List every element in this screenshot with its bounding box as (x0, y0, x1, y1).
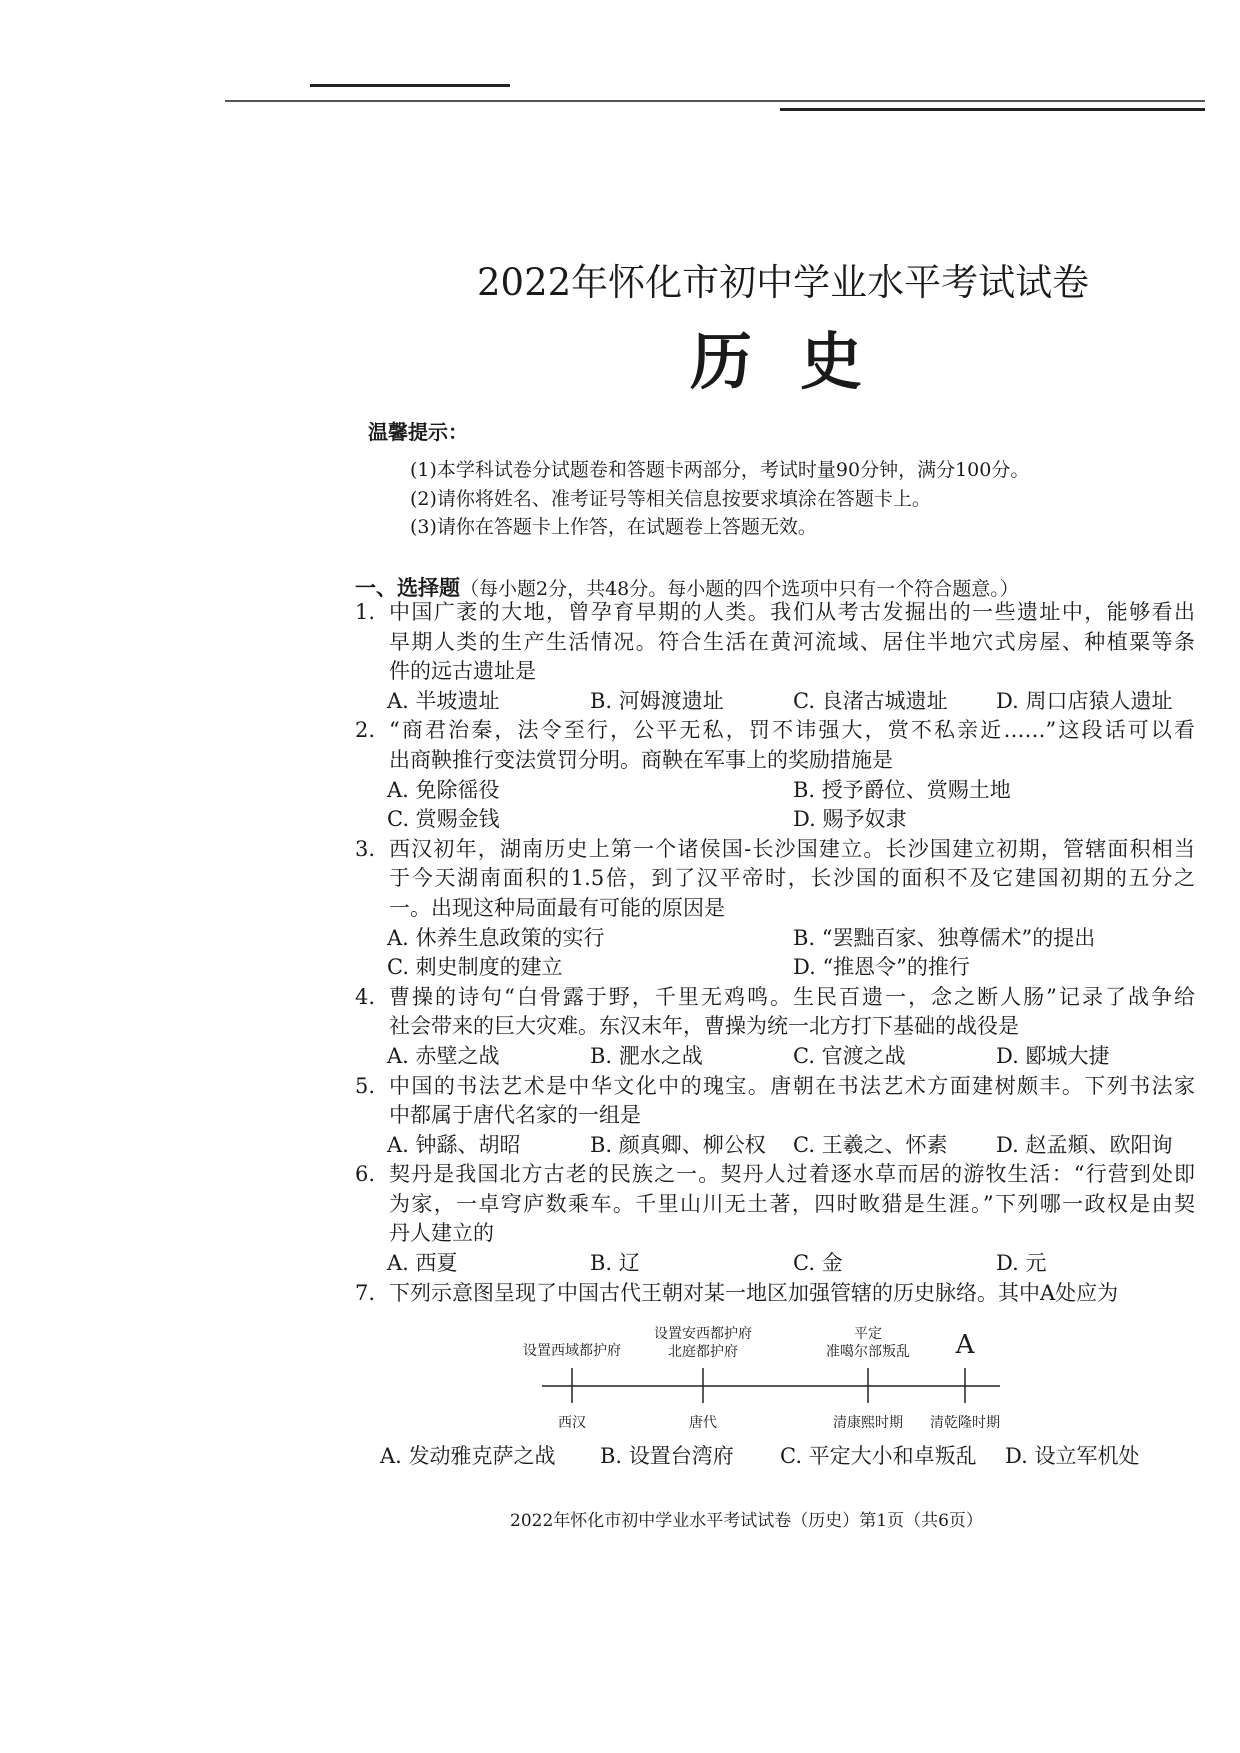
option[interactable]: D. 周口店猿人遗址 (996, 688, 1173, 713)
question-number: 7. (355, 1280, 376, 1305)
timeline-event-label: 准噶尔部叛乱 (826, 1344, 910, 1360)
subject-title: 历史 (690, 325, 911, 398)
tip-item: (3)请你在答题卡上作答，在试题卷上答题无效。 (410, 516, 817, 538)
tip-item: (2)请你将姓名、准考证号等相关信息按要求填涂在答题卡上。 (410, 488, 931, 510)
option[interactable]: C. 平定大小和卓叛乱 (780, 1444, 977, 1468)
option[interactable]: B. 颜真卿、柳公权 (590, 1132, 766, 1157)
question-number: 6. (355, 1162, 376, 1187)
option[interactable]: A. 钟繇、胡昭 (387, 1132, 521, 1157)
question-text: 件的远古遗址是 (389, 659, 536, 684)
question-text: 早期人类的生产生活情况。符合生活在黄河流域、居住半地穴式房屋、种植粟等条 (389, 629, 1195, 654)
question-text: 契丹是我国北方古老的民族之一。契丹人过着逐水草而居的游牧生活：“行营到处即 (389, 1162, 1195, 1187)
option[interactable]: C. 刺史制度的建立 (387, 955, 563, 980)
option[interactable]: C. 金 (793, 1251, 843, 1276)
timeline-period-label: 清乾隆时期 (930, 1415, 1000, 1431)
timeline-period-label: 唐代 (689, 1415, 717, 1431)
exam-title: 2022年怀化市初中学业水平考试试卷 (477, 261, 1090, 304)
option[interactable]: A. 休养生息政策的实行 (387, 925, 605, 950)
option[interactable]: A. 赤壁之战 (387, 1043, 500, 1068)
question-text: 一。出现这种局面最有可能的原因是 (389, 895, 725, 920)
option[interactable]: D. “推恩令”的推行 (793, 955, 970, 980)
option[interactable]: A. 免除徭役 (387, 777, 500, 802)
timeline-unknown-marker: A (955, 1330, 975, 1360)
timeline-event-label: 设置西域都护府 (523, 1343, 621, 1359)
option[interactable]: D. 郾城大捷 (996, 1043, 1110, 1068)
option[interactable]: A. 西夏 (387, 1251, 458, 1276)
option[interactable]: B. 淝水之战 (590, 1043, 703, 1068)
option[interactable]: B. 授予爵位、赏赐土地 (793, 777, 1011, 802)
question-number: 2. (355, 718, 376, 743)
timeline-period-label: 西汉 (558, 1415, 586, 1431)
option[interactable]: D. 元 (996, 1251, 1047, 1276)
option[interactable]: B. 设置台湾府 (600, 1444, 734, 1468)
option[interactable]: B. 辽 (590, 1251, 640, 1276)
timeline-event-label: 平定 (854, 1326, 882, 1342)
option[interactable]: B. “罢黜百家、独尊儒术”的提出 (793, 925, 1096, 950)
timeline-event-label: 北庭都护府 (668, 1344, 738, 1360)
option[interactable]: B. 河姆渡遗址 (590, 688, 724, 713)
question-text: 曹操的诗句“白骨露于野，千里无鸡鸣。生民百遗一，念之断人肠”记录了战争给 (389, 984, 1195, 1009)
option[interactable]: D. 赵孟頫、欧阳询 (996, 1132, 1173, 1157)
option[interactable]: C. 赏赐金钱 (387, 807, 500, 832)
timeline-period-label: 清康熙时期 (833, 1415, 903, 1431)
question-text: 丹人建立的 (389, 1221, 494, 1246)
question-text: “商君治秦，法令至行，公平无私，罚不讳强大，赏不私亲近……”这段话可以看 (389, 718, 1195, 743)
question-text: 下列示意图呈现了中国古代王朝对某一地区加强管辖的历史脉络。其中A处应为 (389, 1280, 1119, 1305)
option[interactable]: D. 设立军机处 (1005, 1444, 1140, 1468)
question-text: 中国的书法艺术是中华文化中的瑰宝。唐朝在书法艺术方面建树颇丰。下列书法家 (389, 1073, 1195, 1098)
option[interactable]: C. 官渡之战 (793, 1043, 906, 1068)
question-number: 1. (355, 600, 376, 624)
question-number: 3. (355, 836, 376, 861)
section-title: 一、选择题 (355, 576, 460, 600)
tip-item: (1)本学科试卷分试题卷和答题卡两部分，考试时量90分钟，满分100分。 (410, 459, 1030, 481)
tips-heading: 温馨提示： (368, 420, 468, 444)
q7-options (380, 1440, 1139, 1470)
page-footer: 2022年怀化市初中学业水平考试试卷（历史）第1页（共6页） (510, 1511, 983, 1531)
option[interactable]: A. 发动雅克萨之战 (380, 1444, 556, 1468)
question-text: 于今天湖南面积的1.5倍，到了汉平帝时，长沙国的面积不及它建国初期的五分之 (389, 866, 1195, 891)
question-number: 4. (355, 984, 376, 1009)
question-text: 社会带来的巨大灾难。东汉末年，曹操为统一北方打下基础的战役是 (389, 1014, 1019, 1039)
option[interactable]: C. 王羲之、怀素 (793, 1132, 948, 1157)
timeline-event-label: 设置安西都护府 (654, 1326, 752, 1342)
question-text: 西汉初年，湖南历史上第一个诸侯国-长沙国建立。长沙国建立初期，管辖面积相当 (389, 836, 1195, 861)
question-text: 中都属于唐代名家的一组是 (389, 1103, 641, 1128)
option[interactable]: A. 半坡遗址 (387, 688, 500, 713)
question-text: 出商鞅推行变法赏罚分明。商鞅在军事上的奖励措施是 (389, 747, 893, 772)
option[interactable]: C. 良渚古城遗址 (793, 688, 948, 713)
question-number: 5. (355, 1073, 376, 1098)
option[interactable]: D. 赐予奴隶 (793, 807, 907, 832)
question-text: 为家，一卓穹庐数乘车。千里山川无土著，四时畋猎是生涯。”下列哪一政权是由契 (389, 1191, 1195, 1216)
question-text: 中国广袤的大地，曾孕育早期的人类。我们从考古发掘出的一些遗址中，能够看出 (389, 600, 1195, 624)
section-note: （每小题2分，共48分。每小题的四个选项中只有一个符合题意。） (460, 578, 1019, 600)
